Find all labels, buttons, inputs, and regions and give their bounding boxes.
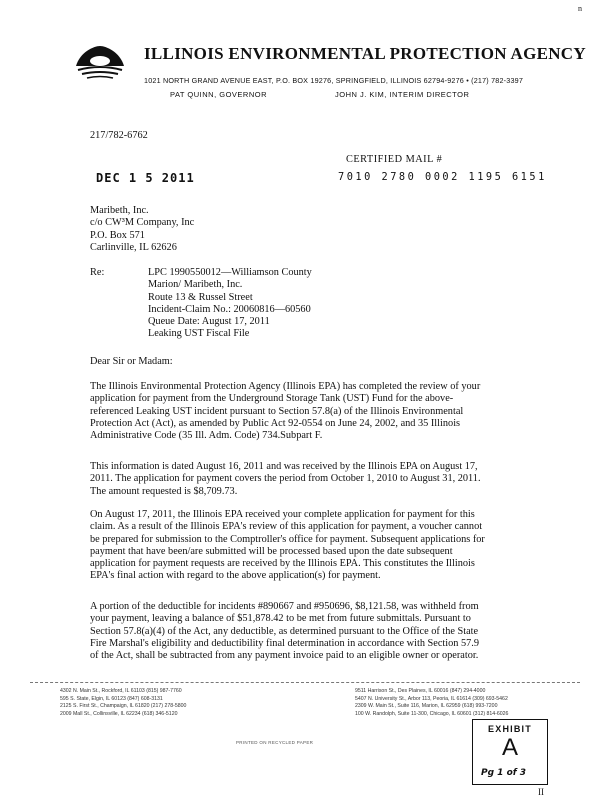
office-address: 5407 N. University St., Arbor 113, Peoria, IL 61614 (309) 693-5462 (355, 695, 508, 702)
recycled-paper-note: PRINTED ON RECYCLED PAPER (236, 740, 314, 745)
recipient-address (90, 205, 194, 254)
paragraph-line: Administrative Code (35 Ill. Adm. Code) 734.Subpart F. (90, 430, 323, 442)
exhibit-letter: A (501, 734, 518, 761)
body-paragraph-1 (90, 381, 522, 442)
governor-name: PAT QUINN, GOVERNOR (170, 90, 268, 99)
re-block (148, 267, 312, 341)
re-line: Incident-Claim No.: 20060816—60560 (148, 303, 311, 315)
re-line: Marion/ Maribeth, Inc. (148, 279, 243, 291)
re-line: Leaking UST Fiscal File (148, 328, 250, 340)
footer-offices-left (60, 688, 186, 718)
office-address: 595 S. State, Elgin, IL 60123 (847) 608-3131 (60, 695, 163, 702)
footer-divider (30, 682, 580, 683)
office-address: 100 W. Randolph, Suite 11-300, Chicago, IL 60601 (312) 814-6026 (355, 710, 509, 717)
page-number: II (538, 787, 544, 797)
paragraph-line: referenced Leaking UST incident pursuant to Section 57.8(a) of the Illinois Environmental (90, 405, 464, 417)
body-paragraph-4 (90, 601, 522, 662)
exhibit-title: EXHIBIT (488, 724, 532, 734)
office-address: 2309 W. Main St., Suite 116, Marion, IL 62959 (618) 993-7200 (355, 703, 498, 710)
paragraph-line: Fire Marshal's eligibility and deductibility final determination in accordance with Section 57.9 (90, 637, 480, 649)
corner-mark: n (578, 4, 582, 13)
director-name: JOHN J. KIM, INTERIM DIRECTOR (335, 90, 470, 99)
office-address: 2125 S. First St., Champaign, IL 61820 (217) 278-5800 (60, 703, 187, 710)
agency-name: ILLINOIS ENVIRONMENTAL PROTECTION AGENCY (144, 44, 586, 63)
body-paragraph-3 (90, 509, 522, 583)
tracking-number: 7010 2780 0002 1195 6151 (338, 171, 547, 183)
paragraph-line: Section 57.8(a)(4) of the Act, any deductible, as determined pursuant to the Office of the State (90, 625, 479, 637)
re-line: Route 13 & Russel Street (148, 291, 253, 303)
date-stamp: DEC 1 5 2011 (96, 171, 195, 185)
re-line: LPC 1990550012—Williamson County (148, 267, 312, 278)
office-address: 4302 N. Main St., Rockford, IL 61103 (815) 987-7760 (60, 688, 182, 694)
paragraph-line: your payment, leaving a balance of $51,878.42 to be met from future submittals. Pursuant to (90, 613, 471, 625)
office-address: 9511 Harrison St., Des Plaines, IL 60016 (847) 294-4000 (355, 688, 486, 694)
recipient-line: P.O. Box 571 (90, 229, 145, 241)
agency-address: 1021 NORTH GRAND AVENUE EAST, P.O. BOX 19276, SPRINGFIELD, ILLINOIS 62794-9276 • (217) 782-3397 (144, 76, 524, 85)
recipient-line: Maribeth, Inc. (90, 205, 149, 216)
salutation: Dear Sir or Madam: (90, 356, 173, 367)
re-label: Re: (90, 267, 105, 278)
footer-offices-right (355, 688, 508, 718)
phone-number: 217/782-6762 (90, 130, 148, 141)
paragraph-line: EPA's final action with regard to the above application(s) for payment. (90, 570, 381, 582)
paragraph-line: This information is dated August 16, 2011 and was received by the Illinois EPA on August 17, (90, 461, 478, 472)
paragraph-line: claim. As a result of the Illinois EPA's review of this application for payment, a voucher cannot (90, 521, 483, 533)
paragraph-line: On August 17, 2011, the Illinois EPA received your complete application for payment for this (90, 509, 475, 520)
paragraph-line: The Illinois Environmental Protection Agency (Illinois EPA) has completed the review of your (90, 381, 481, 392)
re-line: Queue Date: August 17, 2011 (148, 316, 270, 328)
paragraph-line: The amount requested is $8,709.73. (90, 485, 238, 497)
body-paragraph-2 (90, 461, 522, 498)
exhibit-sticker (472, 719, 548, 785)
recipient-line: c/o CW³M Company, Inc (90, 217, 195, 229)
paragraph-line: 2011. The application for payment covers the period from October 1, 2010 to August 31, 2011. (90, 473, 481, 485)
paragraph-line: application for payment requests are received by the Illinois EPA. This constitutes the Illinois (90, 558, 475, 570)
paragraph-line: Protection Act (Act), as amended by Public Act 92-0554 on June 24, 2002, and 35 Illinois (90, 417, 461, 429)
office-address: 2009 Mall St., Collinsville, IL 62234 (618) 346-5120 (60, 710, 178, 717)
paragraph-line: application for payment from the Underground Storage Tank (UST) Fund for the above- (90, 393, 454, 405)
agency-logo-icon (74, 44, 126, 82)
exhibit-page: Pg 1 of 3 (481, 768, 527, 778)
paragraph-line: be prepared for submission to the Comptroller's office for payment. Subsequent applications for (90, 533, 485, 545)
certified-mail-label: CERTIFIED MAIL # (346, 154, 443, 165)
recipient-line: Carlinville, IL 62626 (90, 241, 177, 253)
paragraph-line: payment that have been/are submitted will be processed based upon the date subsequent (90, 545, 453, 557)
paragraph-line: of the Act, shall be subtracted from any payment invoice paid to an eligible owner or operator. (90, 650, 479, 662)
paragraph-line: A portion of the deductible for incidents #890667 and #950696, $8,121.58, was withheld from (90, 601, 479, 612)
